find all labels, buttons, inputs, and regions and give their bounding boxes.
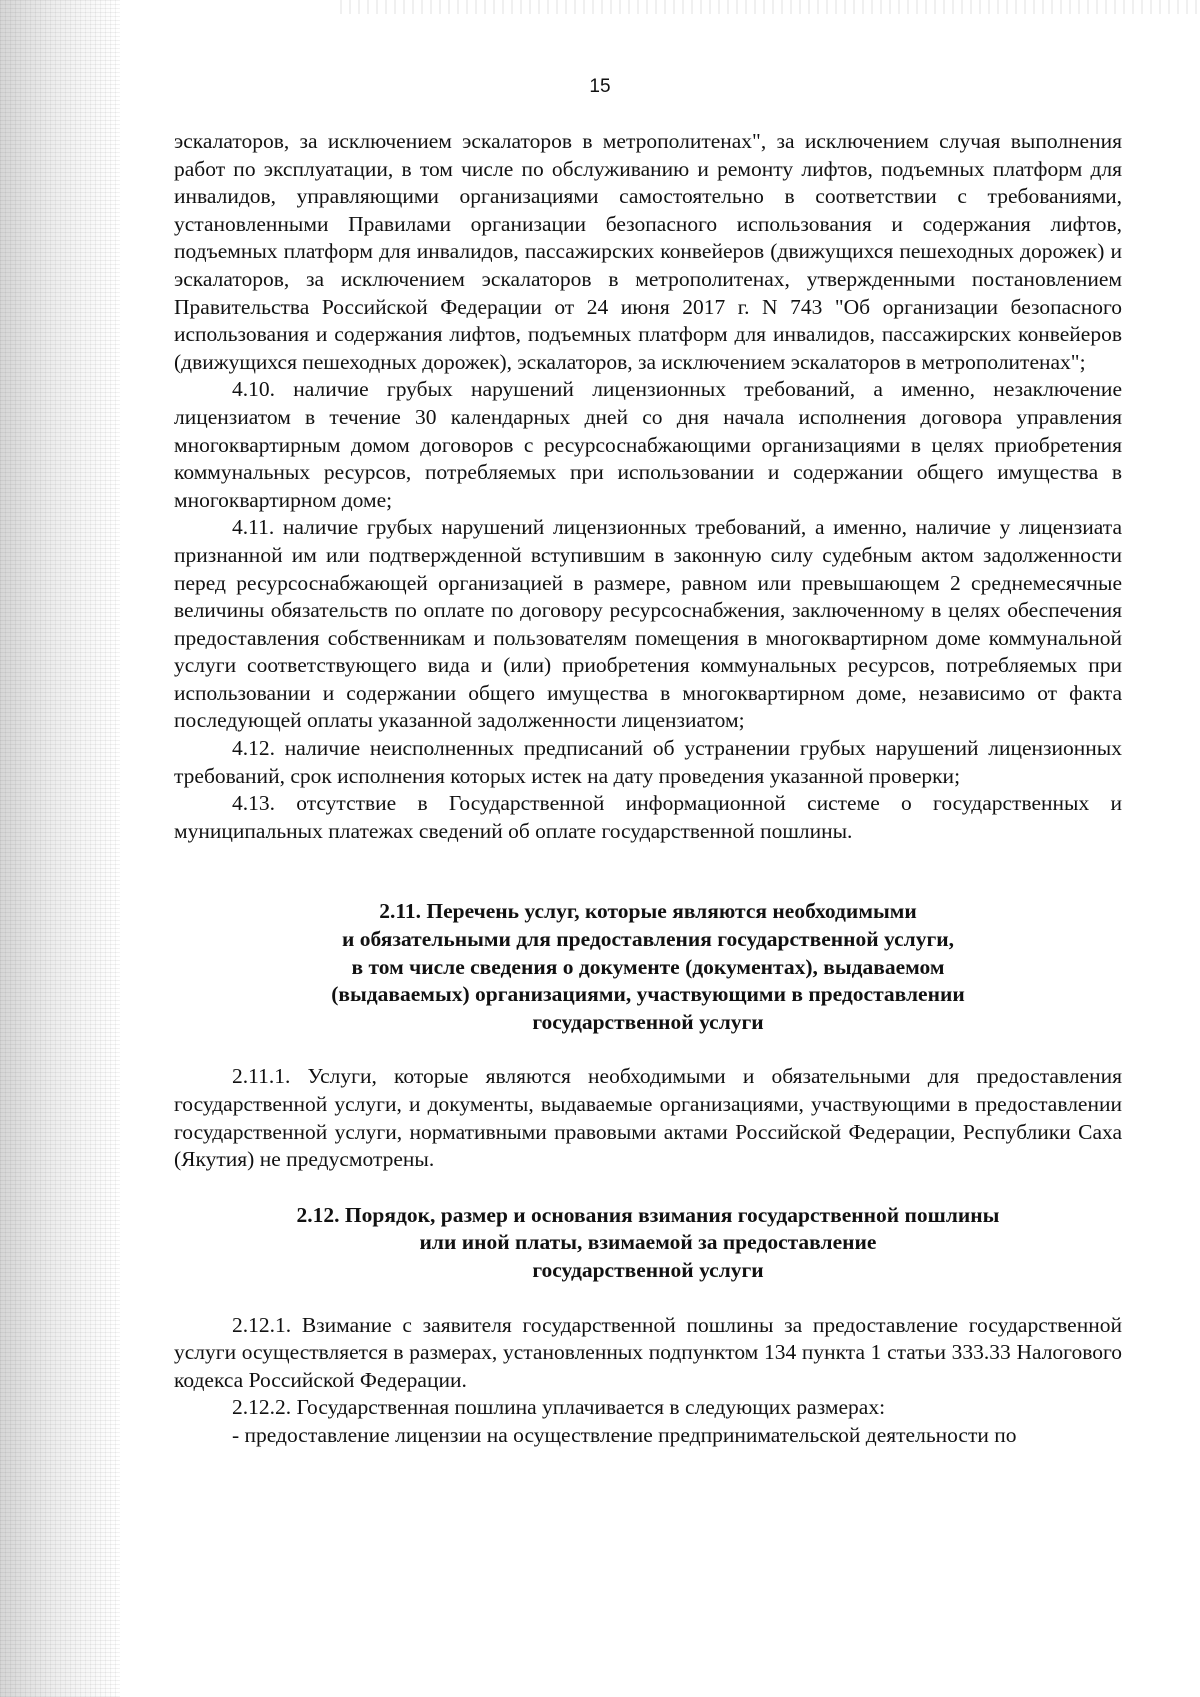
paragraph-2-12-1: 2.12.1. Взимание с заявителя государственной пошлины за предоставление государственной услуги осуществляется в размерах, установленных подпунктом 134 пункта 1 статьи 333.33 Налогового кодекса Российской Федерации. xyxy=(174,1312,1122,1392)
paragraph-4-13: 4.13. отсутствие в Государственной информационной системе о государственных и муниципальных платежах сведений об оплате государственной пошлины. xyxy=(174,791,1122,843)
paragraph-2-12-2: 2.12.2. Государственная пошлина уплачивается в следующих размерах: xyxy=(232,1395,886,1420)
page-number: 15 xyxy=(589,76,611,97)
heading-2-12-line-3: государственной услуги xyxy=(532,1257,764,1282)
heading-2-11-line-1: 2.11. Перечень услуг, которые являются необходимыми xyxy=(379,899,917,924)
heading-2-11-line-2: и обязательными для предоставления государственной услуги, xyxy=(341,927,955,952)
paragraph-4-11: 4.11. наличие грубых нарушений лицензионных требований, а именно, наличие у лицензиата признанной им или подтвержденной вступившим в законную силу судебным актом задолженности перед ресурсоснабжающей организацией в размере, равном или превышающем 2 среднемесячные величины обязательств по оплате по договору ресурсоснабжения, заключенному в целях обеспечения предоставления собственникам и пользователям помещения в многоквартирном доме коммунальной услуги соответствующего вида и (или) приобретения коммунальных ресурсов, потребляемых при использовании и содержании общего имущества в многоквартирном доме, независимо от факта последующей оплаты указанной задолженности лицензиатом; xyxy=(174,515,1122,733)
heading-2-11-line-4: (выдаваемых) организациями, участвующими в предоставлении xyxy=(331,982,965,1007)
heading-2-11-line-5: государственной услуги xyxy=(532,1009,764,1034)
paragraph-continuation: эскалаторов, за исключением эскалаторов в метрополитенах", за исключением случая выполнения работ по эксплуатации, в том числе по обслуживанию и ремонту лифтов, подъемных платформ для инвалидов, управляющими организациями самостоятельно в соответствии с требованиями, установленными Правилами организации безопасного использования и содержания лифтов, подъемных платформ для инвалидов, пассажирских конвейеров (движущихся пешеходных дорожек) и эскалаторов, за исключением эскалаторов в метрополитенах, утвержденными постановлением Правительства Российской Федерации от 24 июня 2017 г. N 743 "Об организации безопасного использования и содержания лифтов, подъемных платформ для инвалидов, пассажирских конвейеров (движущихся пешеходных дорожек), эскалаторов, за исключением эскалаторов в метрополитенах"; xyxy=(174,129,1122,374)
paragraph-4-12: 4.12. наличие неисполненных предписаний об устранении грубых нарушений лицензионных требований, срок исполнения которых истек на дату проведения указанной проверки; xyxy=(174,736,1122,788)
scan-top-noise xyxy=(340,0,1200,14)
heading-2-11 xyxy=(174,898,1122,1036)
heading-2-12-line-2: или иной платы, взимаемой за предоставление xyxy=(419,1230,877,1255)
paragraph-bullet: - предоставление лицензии на осуществление предпринимательской деятельности по xyxy=(232,1422,1017,1447)
heading-2-12 xyxy=(174,1202,1122,1285)
heading-2-11-line-3: в том числе сведения о документе (документах), выдаваемом xyxy=(351,954,945,979)
document-body xyxy=(174,128,1122,1450)
scan-edge-noise xyxy=(0,0,120,1697)
heading-2-12-line-1: 2.12. Порядок, размер и основания взимания государственной пошлины xyxy=(296,1202,1000,1227)
paragraph-2-11-1: 2.11.1. Услуги, которые являются необходимыми и обязательными для предоставления государственной услуги, и документы, выдаваемые организациями, участвующими в предоставлении государственной услуги, нормативными правовыми актами Российской Федерации, Республики Саха (Якутия) не предусмотрены. xyxy=(174,1064,1122,1172)
paragraph-4-10: 4.10. наличие грубых нарушений лицензионных требований, а именно, незаключение лицензиатом в течение 30 календарных дней со дня начала исполнения договора управления многоквартирным домом договоров с ресурсоснабжающими организациями в целях приобретения коммунальных ресурсов, потребляемых при использовании и содержании общего имущества в многоквартирном доме; xyxy=(174,377,1122,512)
